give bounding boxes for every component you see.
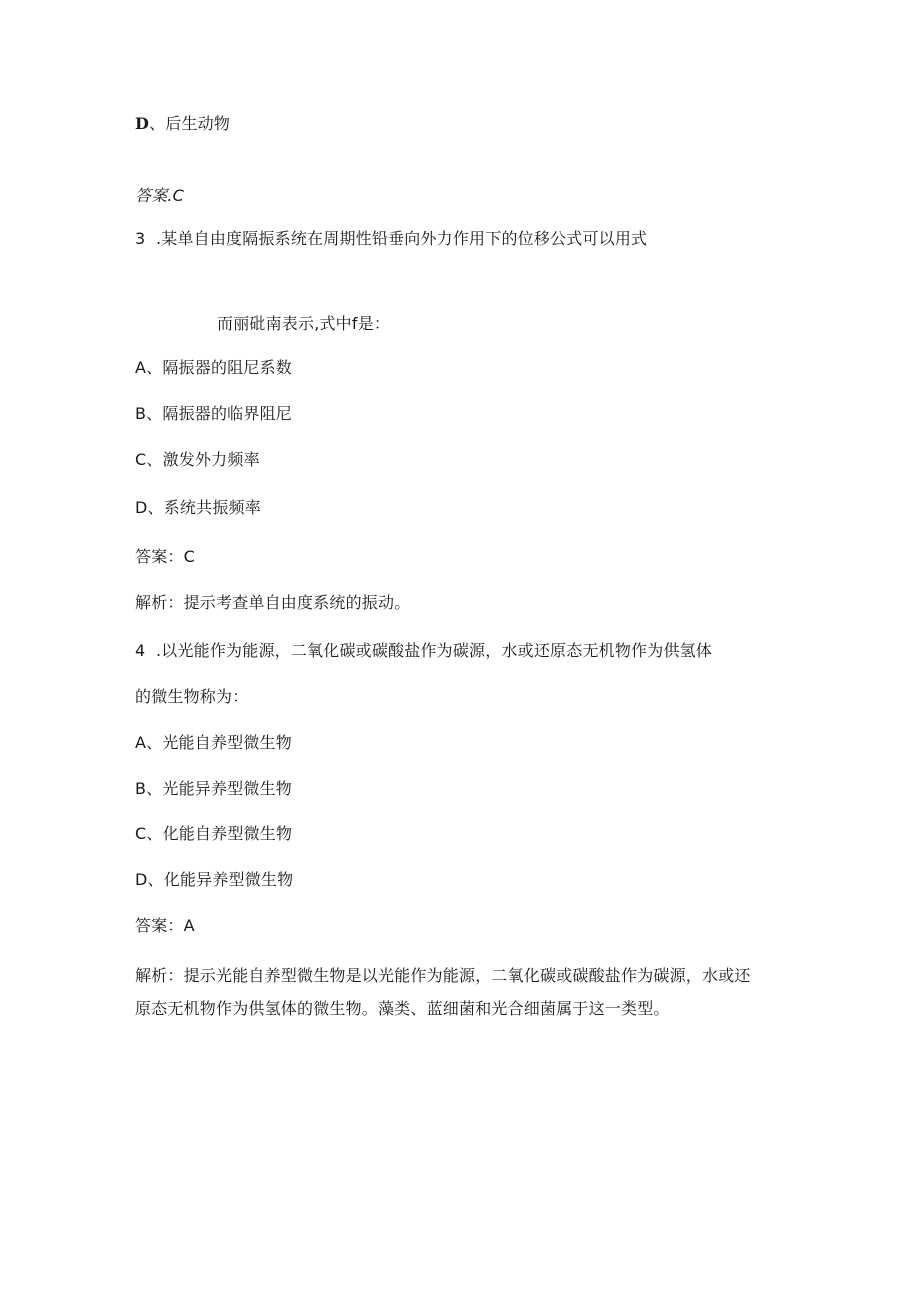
q4-stem-line1: 4 .以光能作为能源，二氧化碳或碳酸盐作为碳源，水或还原态无机物作为供氢体 <box>135 641 713 660</box>
q4-option-d: D、化能异养型微生物 <box>135 870 294 889</box>
q3-option-b: B、隔振器的临界阻尼 <box>135 404 292 423</box>
q4-option-c: C、化能自养型微生物 <box>135 824 293 843</box>
q4-analysis-line1: 解析：提示光能自养型微生物是以光能作为能源，二氧化碳或碳酸盐作为碳源，水或还 <box>135 966 751 985</box>
q3-option-a: A、隔振器的阻尼系数 <box>135 358 292 377</box>
q3-stem-line1: 3 .某单自由度隔振系统在周期性铅垂向外力作用下的位移公式可以用式 <box>135 229 648 248</box>
q3-answer: 答案：C <box>135 547 195 566</box>
q3-option-d: D、系统共振频率 <box>135 498 261 517</box>
q4-analysis-line2: 原态无机物作为供氢体的微生物。藻类、蓝细菌和光合细菌属于这一类型。 <box>135 999 670 1018</box>
q2-option-d-text: D、后生动物 <box>135 114 231 133</box>
q4-answer: 答案：A <box>135 916 195 935</box>
q2-answer: 答案.C <box>135 186 185 205</box>
q3-option-c: C、激发外力频率 <box>135 450 260 469</box>
q2-option-d <box>135 114 230 134</box>
q2-option-d-letter: D <box>135 114 150 133</box>
q4-option-a: A、光能自养型微生物 <box>135 733 292 752</box>
q3-stem-line2: 而丽砒南表示,式中f是： <box>217 314 391 333</box>
q4-stem-line2: 的微生物称为： <box>135 687 249 706</box>
q4-option-b: B、光能异养型微生物 <box>135 779 292 798</box>
q3-analysis: 解析：提示考查单自由度系统的振动。 <box>135 593 411 612</box>
